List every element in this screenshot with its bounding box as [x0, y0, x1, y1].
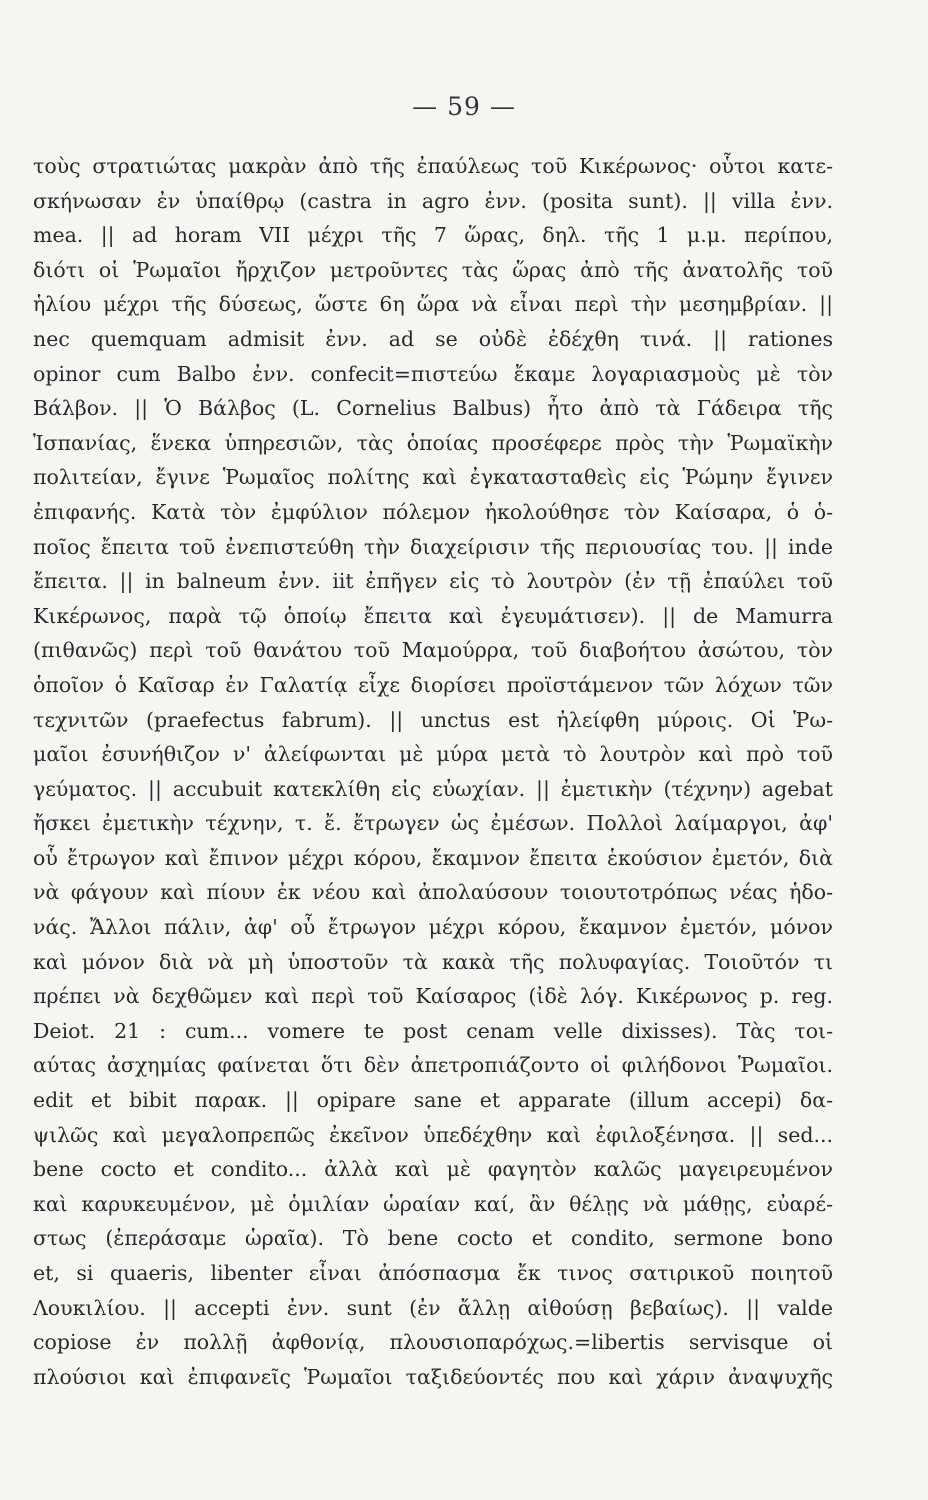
text-line: Κικέρωνος, παρὰ τῷ ὁποίῳ ἔπειτα καὶ ἐγευμάτισεν). || de Mamurra: [33, 603, 833, 628]
text-line: ἡλίου μέχρι τῆς δύσεως, ὥστε 6η ὥρα νὰ εἶναι περὶ τὴν μεσημβρίαν. ||: [33, 292, 833, 317]
text-line: ἔπειτα. || in balneum ἐνν. iit ἐπῆγεν εἰς τὸ λουτρὸν (ἐν τῇ ἐπαύλει τοῦ: [33, 569, 833, 594]
text-line: opinor cum Balbo ἐνν. confecit=πιστεύω ἔκαμε λογαριασμοὺς μὲ τὸν: [33, 361, 833, 386]
text-line: ἐπιφανής. Κατὰ τὸν ἐμφύλιον πόλεμον ἠκολούθησε τὸν Καίσαρα, ὁ ὁ-: [33, 499, 833, 524]
page-number: — 59 —: [412, 92, 516, 121]
text-line: νὰ φάγουν καὶ πίουν ἐκ νέου καὶ ἀπολαύσουν τοιουτοτρόπως νέας ἡδο-: [33, 880, 833, 905]
text-line: γεύματος. || accubuit κατεκλίθη εἰς εὐωχίαν. || ἐμετικὴν (τέχνην) agebat: [33, 776, 833, 801]
text-line: καὶ μόνον διὰ νὰ μὴ ὑποστοῦν τὰ κακὰ τῆς πολυφαγίας. Τοιοῦτόν τι: [33, 949, 833, 974]
commentary-text: [33, 149, 833, 1394]
text-line: αύτας ἀσχημίας φαίνεται ὅτι δὲν ἀπετροπιάζοντο οἱ φιλήδονοι Ῥωμαῖοι.: [33, 1053, 833, 1078]
text-line: οὗ ἔτρωγον καὶ ἔπινον μέχρι κόρου, ἔκαμνον ἔπειτα ἑκούσιον ἐμετόν, διὰ: [33, 845, 833, 870]
text-line: νάς. Ἄλλοι πάλιν, ἀφ' οὗ ἔτρωγον μέχρι κόρου, ἔκαμνον ἐμετόν, μόνον: [33, 915, 833, 940]
text-line: Deiot. 21 : cum... vomere te post cenam velle dixisses). Τὰς τοι-: [33, 1018, 833, 1043]
text-line: copiose ἐν πολλῇ ἀφθονίᾳ, πλουσιοπαρόχως.=libertis servisque οἱ: [33, 1330, 833, 1355]
text-line: τεχνιτῶν (praefectus fabrum). || unctus est ἠλείφθη μύροις. Οἱ Ῥω-: [33, 707, 833, 732]
text-line: τοὺς στρατιώτας μακρὰν ἀπὸ τῆς ἐπαύλεως τοῦ Κικέρωνος· οὗτοι κατε-: [33, 154, 833, 178]
text-line: καὶ καρυκευμένον, μὲ ὁμιλίαν ὡραίαν καί, ἂν θέλῃς νὰ μάθῃς, εὐαρέ-: [33, 1191, 833, 1216]
text-line: στως (ἐπεράσαμε ὡραῖα). Τὸ bene cocto et condito, sermone bono: [33, 1226, 833, 1251]
text-line: διότι οἱ Ῥωμαῖοι ἤρχιζον μετροῦντες τὰς ὥρας ἀπὸ τῆς ἀνατολῆς τοῦ: [33, 257, 833, 282]
text-line: nec quemquam admisit ἐνν. ad se οὐδὲ ἐδέχθη τινά. || rationes: [33, 326, 833, 351]
text-line: ποῖος ἔπειτα τοῦ ἐνεπιστεύθη τὴν διαχείρισιν τῆς περιουσίας του. || inde: [33, 534, 833, 559]
text-line: ὁποῖον ὁ Καῖσαρ ἐν Γαλατίᾳ εἶχε διορίσει προϊστάμενον τῶν λόχων τῶν: [33, 672, 833, 697]
text-line: ψιλῶς καὶ μεγαλοπρεπῶς ἐκεῖνον ὑπεδέχθην καὶ ἐφιλοξένησα. || sed...: [33, 1122, 833, 1147]
text-line: Ἱσπανίας, ἕνεκα ὑπηρεσιῶν, τὰς ὁποίας προσέφερε πρὸς τὴν Ῥωμαϊκὴν: [33, 430, 833, 455]
text-line: et, si quaeris, libenter εἶναι ἀπόσπασμα ἔκ τινος σατιρικοῦ ποιητοῦ: [33, 1261, 833, 1285]
text-line: ἤσκει ἐμετικὴν τέχνην, τ. ἔ. ἔτρωγεν ὡς ἐμέσων. Πολλοὶ λαίμαργοι, ἀφ': [33, 811, 833, 836]
text-line: πρέπει νὰ δεχθῶμεν καὶ περὶ τοῦ Καίσαρος (ἰδὲ λόγ. Κικέρωνος p. reg.: [33, 984, 833, 1009]
text-line: (πιθανῶς) περὶ τοῦ θανάτου τοῦ Μαμούρρα, τοῦ διαβοήτου ἀσώτου, τὸν: [33, 638, 833, 663]
text-line: edit et bibit παρακ. || opipare sane et apparate (illum accepi) δα-: [33, 1088, 833, 1113]
text-line: Λουκιλίου. || accepti ἐνν. sunt (ἐν ἄλλῃ αἰθούσῃ βεβαίως). || valde: [33, 1295, 833, 1320]
text-line: σκήνωσαν ἐν ὑπαίθρῳ (castra in agro ἐνν. (posita sunt). || villa ἐνν.: [33, 188, 833, 213]
text-line: mea. || ad horam VII μέχρι τῆς 7 ὥρας, δηλ. τῆς 1 μ.μ. περίπου,: [33, 223, 833, 248]
text-line: bene cocto et condito... ἀλλὰ καὶ μὲ φαγητὸν καλῶς μαγειρευμένον: [33, 1157, 833, 1182]
text-line: πολιτείαν, ἔγινε Ῥωμαῖος πολίτης καὶ ἐγκατασταθεὶς εἰς Ῥώμην ἔγινεν: [33, 465, 833, 490]
text-line: πλούσιοι καὶ ἐπιφανεῖς Ῥωμαῖοι ταξιδεύοντές που καὶ χάριν ἀναψυχῆς: [33, 1364, 833, 1389]
text-line: Βάλβον. || Ὁ Βάλβος (L. Cornelius Balbus) ἦτο ἀπὸ τὰ Γάδειρα τῆς: [33, 396, 833, 421]
text-line: μαῖοι ἐσυνήθιζον ν' ἀλείφωνται μὲ μύρα μετὰ τὸ λουτρὸν καὶ πρὸ τοῦ: [33, 742, 833, 767]
